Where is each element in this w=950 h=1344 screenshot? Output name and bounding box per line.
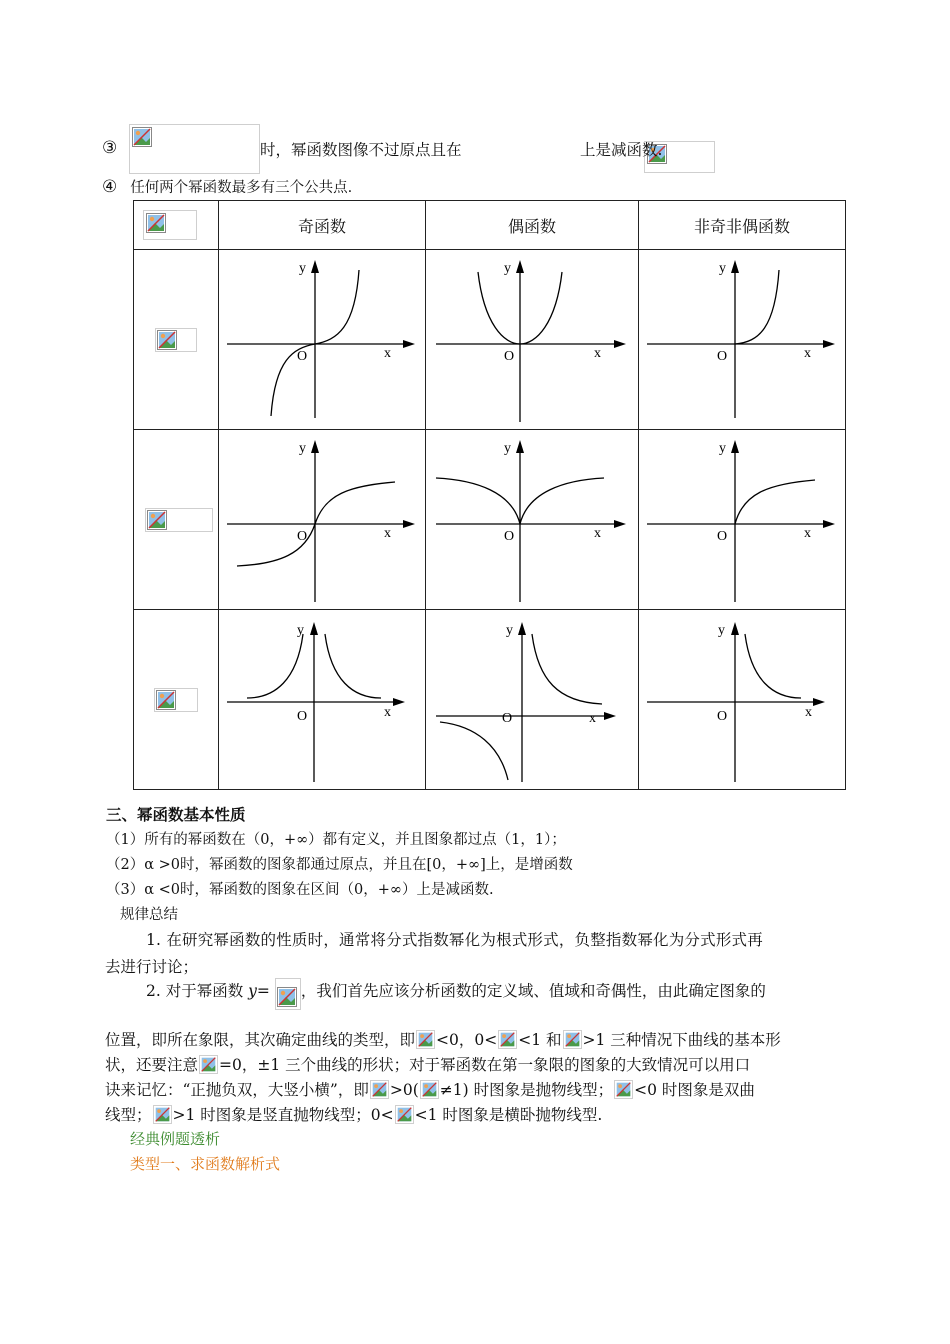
header-alpha-cell — [134, 201, 219, 250]
item-4 — [102, 176, 352, 197]
graph-cell — [426, 430, 639, 610]
graph-cell — [426, 610, 639, 790]
graph-cell — [639, 430, 846, 610]
origin-label: O — [297, 709, 308, 724]
power-formula-image-placeholder — [275, 978, 301, 1010]
text: 诀来记忆：“正抛负双，大竖小横”，即 — [105, 1081, 369, 1099]
summary-p2a-text-2: ，我们首先应该分析函数的定义域、值域和奇偶性，由此确定图象的 — [300, 982, 766, 1000]
var-y: y — [248, 982, 257, 1000]
examples-type-1: 类型一、求函数解析式 — [130, 1155, 281, 1173]
summary-p1a: 1. 在研究幂函数的性质时，通常将分式指数幂化为根式形式，负整指数幂化为分式形式再 — [146, 931, 763, 949]
y-axis-label: y — [299, 441, 306, 456]
graph-cell — [639, 610, 846, 790]
header-odd: 奇函数 — [219, 201, 426, 250]
text: 线型； — [105, 1106, 152, 1124]
section-3-p1: （1）所有的幂函数在（0，+∞）都有定义，并且图象都过点（1，1）； — [106, 832, 566, 848]
origin-label: O — [297, 529, 308, 544]
graph-cell — [219, 430, 426, 610]
summary-p2b — [105, 1028, 781, 1050]
broken-image-icon — [277, 987, 297, 1007]
origin-label: O — [717, 349, 728, 364]
summary-p2d — [105, 1078, 755, 1100]
text: <0，0< — [436, 1031, 498, 1049]
text: <1 和 — [518, 1031, 562, 1049]
summary-p1b: 去进行讨论； — [105, 958, 199, 976]
alpha-image — [614, 1080, 633, 1099]
alpha-gt1-image-placeholder — [155, 328, 197, 352]
graph-cell — [219, 250, 426, 430]
section-3-p3: （3）α <0时，幂函数的图象在区间（0，+∞）上是减函数. — [106, 882, 494, 898]
summary-p2a-text: 2. 对于幂函数 — [146, 982, 244, 1000]
y-axis-label: y — [504, 441, 511, 456]
alpha-image-placeholder — [143, 210, 197, 240]
item-3-text-1: 时，幂函数图像不过原点且在 — [260, 141, 462, 159]
y-axis-label: y — [718, 623, 725, 638]
alpha-image — [416, 1030, 435, 1049]
origin-label: O — [504, 349, 515, 364]
x-axis-label: x — [805, 705, 812, 720]
graph-even-parabola — [426, 250, 638, 425]
text: >1 时图象是竖直抛物线型；0< — [172, 1106, 394, 1124]
x-axis-label: x — [594, 346, 601, 361]
alpha-image — [563, 1030, 582, 1049]
broken-image-icon — [564, 1031, 581, 1048]
header-neither: 非奇非偶函数 — [639, 201, 846, 250]
broken-image-icon — [154, 1106, 171, 1123]
x-axis-label: x — [804, 526, 811, 541]
x-axis-label: x — [804, 346, 811, 361]
section-3-p2: （2）α >0时，幂函数的图象都通过原点，并且在[0，+∞]上，是增函数 — [106, 857, 573, 873]
summary-title: 规律总结 — [120, 907, 178, 923]
origin-label: O — [504, 529, 515, 544]
origin-label: O — [717, 529, 728, 544]
y-axis-label: y — [297, 623, 304, 638]
summary-p2a — [146, 978, 766, 1010]
graph-neither-half-parabola — [639, 250, 845, 425]
x-axis-label: x — [384, 526, 391, 541]
y-axis-label: y — [299, 261, 306, 276]
y-axis-label: y — [506, 623, 513, 638]
graph-odd-hyperbola — [426, 610, 638, 785]
x-axis-label: x — [594, 526, 601, 541]
row-label-cell — [134, 430, 219, 610]
examples-title: 经典例题透析 — [130, 1130, 221, 1148]
broken-image-icon — [200, 1056, 217, 1073]
equals-sign: = — [256, 982, 270, 1000]
alpha-image — [395, 1105, 414, 1124]
graph-odd-cube-root — [219, 430, 425, 605]
broken-image-icon — [146, 213, 166, 233]
origin-label: O — [717, 709, 728, 724]
header-even: 偶函数 — [426, 201, 639, 250]
broken-image-icon — [421, 1081, 438, 1098]
broken-image-icon — [156, 690, 176, 710]
row-label-cell — [134, 250, 219, 430]
broken-image-icon — [132, 127, 152, 147]
alpha-image — [370, 1080, 389, 1099]
text: >0( — [389, 1081, 419, 1099]
broken-image-icon — [396, 1106, 413, 1123]
text: 位置，即所在象限，其次确定曲线的类型，即 — [105, 1031, 416, 1049]
broken-image-icon — [147, 510, 167, 530]
y-axis-label: y — [719, 441, 726, 456]
section-3-title: 三、幂函数基本性质 — [106, 806, 246, 824]
formula-image-placeholder — [129, 124, 260, 174]
summary-p2e — [105, 1103, 602, 1125]
graph-cell — [426, 250, 639, 430]
x-axis-label: x — [384, 705, 391, 720]
graph-neither-root — [639, 430, 845, 605]
text: ≠1) 时图象是抛物线型； — [439, 1081, 614, 1099]
alpha-lt0-image-placeholder — [154, 688, 198, 712]
graph-even-hyperbola-top — [219, 610, 425, 785]
broken-image-icon — [371, 1081, 388, 1098]
broken-image-icon — [417, 1031, 434, 1048]
x-axis-label: x — [384, 346, 391, 361]
origin-label: O — [297, 349, 308, 364]
broken-image-icon — [157, 330, 177, 350]
y-axis-label: y — [719, 261, 726, 276]
graph-neither-hyperbola — [639, 610, 845, 785]
graph-even-root — [426, 430, 638, 605]
row-label-cell — [134, 610, 219, 790]
item-3-text-2: 上是减函数. — [580, 141, 663, 159]
item-3-marker: ③ — [102, 138, 118, 158]
text: 状，还要注意 — [105, 1056, 199, 1074]
power-function-graph-table — [133, 200, 846, 790]
item-4-marker: ④ — [102, 177, 118, 197]
alpha-image — [153, 1105, 172, 1124]
text: <1 时图象是横卧抛物线型. — [414, 1106, 603, 1124]
alpha-0to1-image-placeholder — [145, 508, 213, 532]
item-4-text: 任何两个幂函数最多有三个公共点. — [130, 180, 353, 196]
alpha-image — [498, 1030, 517, 1049]
text: =0，±1 三个曲线的形状；对于幂函数在第一象限的图象的大致情况可以用口 — [219, 1056, 751, 1074]
broken-image-icon — [615, 1081, 632, 1098]
alpha-image — [420, 1080, 439, 1099]
origin-label: O — [502, 711, 513, 726]
text: >1 三种情况下曲线的基本形 — [582, 1031, 781, 1049]
broken-image-icon — [499, 1031, 516, 1048]
graph-cell — [639, 250, 846, 430]
y-axis-label: y — [504, 261, 511, 276]
alpha-image — [199, 1055, 218, 1074]
summary-p2c — [105, 1053, 750, 1075]
graph-cell — [219, 610, 426, 790]
x-axis-label: x — [589, 711, 596, 726]
item-3 — [102, 138, 117, 158]
text: <0 时图象是双曲 — [634, 1081, 755, 1099]
graph-odd-cubic — [219, 250, 425, 425]
